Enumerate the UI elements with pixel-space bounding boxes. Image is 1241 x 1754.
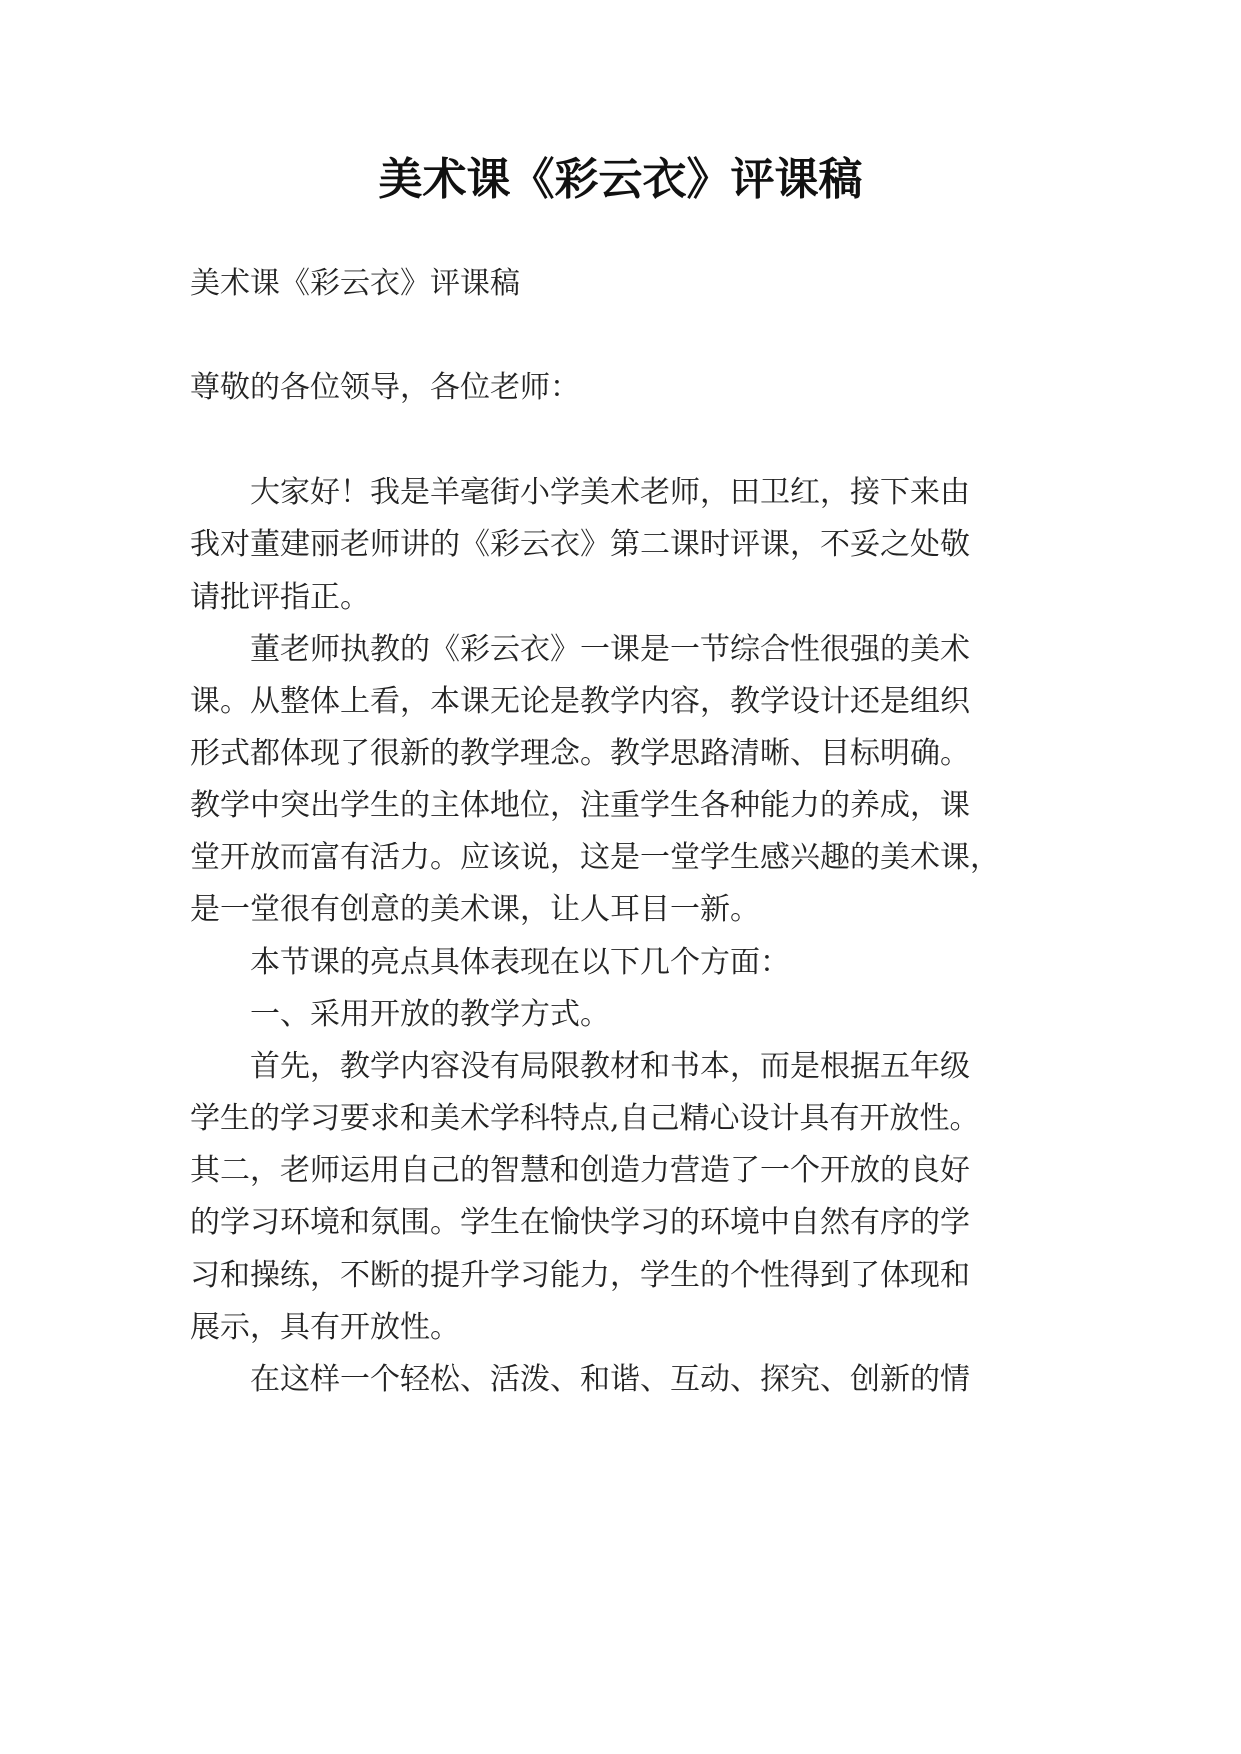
body-line: 习和操练，不断的提升学习能力，学生的个性得到了体现和: [190, 1258, 970, 1293]
document-title: 美术课《彩云衣》评课稿: [378, 154, 863, 205]
body-line: 展示，具有开放性。: [190, 1310, 460, 1345]
body-line: 是一堂很有创意的美术课，让人耳目一新。: [190, 892, 760, 927]
body-line: 学生的学习要求和美术学科特点,自己精心设计具有开放性。: [190, 1101, 980, 1136]
body-line: 堂开放而富有活力。应该说，这是一堂学生感兴趣的美术课，: [190, 840, 1000, 875]
body-line: 我对董建丽老师讲的《彩云衣》第二课时评课，不妥之处敬: [190, 527, 970, 562]
body-line: 形式都体现了很新的教学理念。教学思路清晰、目标明确。: [190, 736, 970, 771]
body-line: 其二，老师运用自己的智慧和创造力营造了一个开放的良好: [190, 1153, 970, 1188]
body-line: 的学习环境和氛围。学生在愉快学习的环境中自然有序的学: [190, 1205, 970, 1240]
body-line: 一、采用开放的教学方式。: [190, 997, 610, 1032]
salutation: 尊敬的各位领导，各位老师：: [190, 370, 580, 405]
body-line: 董老师执教的《彩云衣》一课是一节综合性很强的美术: [190, 632, 970, 667]
body-line: 在这样一个轻松、活泼、和谐、互动、探究、创新的情: [190, 1362, 970, 1397]
body-line: 教学中突出学生的主体地位，注重学生各种能力的养成，课: [190, 788, 970, 823]
body-line: 课。从整体上看，本课无论是教学内容，教学设计还是组织: [190, 684, 970, 719]
body-line: 请批评指正。: [190, 580, 370, 615]
document-subtitle: 美术课《彩云衣》评课稿: [190, 266, 520, 301]
body-line: 大家好！我是羊毫街小学美术老师，田卫红，接下来由: [190, 475, 970, 510]
body-line: 本节课的亮点具体表现在以下几个方面：: [190, 945, 790, 980]
body-line: 首先，教学内容没有局限教材和书本，而是根据五年级: [190, 1049, 970, 1084]
